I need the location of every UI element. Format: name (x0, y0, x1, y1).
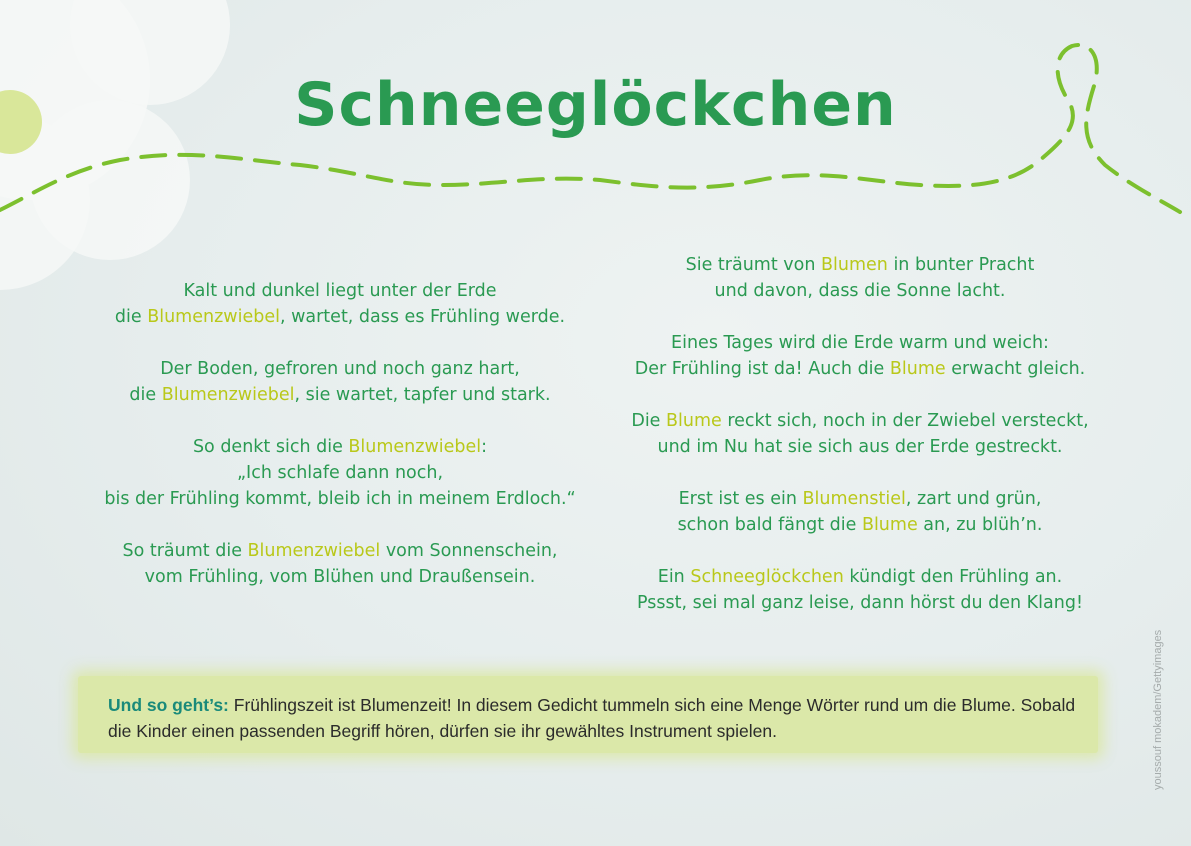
poem-stanza (600, 564, 1120, 616)
poem-stanza (600, 408, 1120, 460)
highlighted-word: Blume (861, 515, 918, 535)
poem-line (80, 304, 600, 330)
poem-line (80, 564, 600, 590)
poem-line (80, 382, 600, 408)
highlighted-word: Blumenzwiebel (147, 307, 280, 327)
poem-line (600, 278, 1120, 304)
highlighted-word: Schneeglöckchen (690, 567, 844, 587)
poem-text: erwacht gleich. (945, 359, 1086, 379)
poem-line (600, 564, 1120, 590)
poem-text: reckt sich, noch in der Zwiebel versteckt, (721, 411, 1089, 431)
poem-text: vom Frühling, vom Blühen und Draußensein. (144, 567, 536, 587)
poem-text: So träumt die (122, 541, 248, 561)
instructions-label: Und so geht’s: (108, 695, 229, 715)
poem-line (600, 252, 1120, 278)
poem-stanza (600, 330, 1120, 382)
poem-text: die (129, 385, 162, 405)
poem-left-column (80, 278, 600, 616)
highlighted-word: Blumenzwiebel (161, 385, 295, 405)
poem-text: an, zu blüh’n. (917, 515, 1043, 535)
poem-text: , sie wartet, tapfer und stark. (294, 385, 551, 405)
instructions-body: Frühlingszeit ist Blumenzeit! In diesem Gedicht tummeln sich eine Menge Wörter rund um die Blume. Sobald die Kinder einen passenden Begriff hören, dürfen sie ihr gewähltes Instrument spielen. (108, 695, 1076, 741)
poem-stanza (600, 252, 1120, 304)
poem-text: kündigt den Frühling an. (843, 567, 1063, 587)
poem-text: schon bald fängt die (677, 515, 862, 535)
poem-text: Die (631, 411, 667, 431)
poem-line (80, 356, 600, 382)
poem-text: Der Frühling ist da! Auch die (634, 359, 890, 379)
flower-shape (0, 0, 230, 290)
highlighted-word: Blume (889, 359, 946, 379)
highlighted-word: Blumenzwiebel (247, 541, 381, 561)
poem-text: Sie träumt von (685, 255, 821, 275)
photo-credit: youssouf mokadem/Gettyimages (1152, 629, 1164, 790)
poem-text: und davon, dass die Sonne lacht. (714, 281, 1006, 301)
poem-line (80, 460, 600, 486)
poem-text: die (114, 307, 148, 327)
poem-line (600, 486, 1120, 512)
poem-stanza (80, 278, 600, 330)
poem-line (600, 434, 1120, 460)
poem-line (600, 590, 1120, 616)
poem-line (600, 512, 1120, 538)
poem-text: in bunter Pracht (887, 255, 1035, 275)
poem-stanza (80, 356, 600, 408)
poem-text: So denkt sich die (192, 437, 349, 457)
poem-text: Erst ist es ein (678, 489, 803, 509)
poem-text: Ein (657, 567, 691, 587)
page-title: Schneeglöckchen (294, 70, 897, 140)
poem-text: vom Sonnenschein, (380, 541, 558, 561)
poem-text: „Ich schlafe dann noch, (236, 463, 444, 483)
poem-text: bis der Frühling kommt, bleib ich in meinem Erdloch.“ (104, 489, 576, 509)
poem-stanza (80, 434, 600, 512)
highlighted-word: Blumenstiel (802, 489, 906, 509)
highlighted-word: Blume (666, 411, 722, 431)
highlighted-word: Blumen (821, 255, 888, 275)
poem-text: Kalt und dunkel liegt unter der Erde (183, 281, 497, 301)
poem-right-column (600, 252, 1120, 642)
poem-line (600, 330, 1120, 356)
poem-line (600, 356, 1120, 382)
poem-text: Der Boden, gefroren und noch ganz hart, (160, 359, 520, 379)
poem-text: Eines Tages wird die Erde warm und weich: (671, 333, 1049, 353)
poem-text: , zart und grün, (905, 489, 1042, 509)
poem-stanza (80, 538, 600, 590)
highlighted-word: Blumenzwiebel (348, 437, 482, 457)
poem-line (80, 538, 600, 564)
poem-line (80, 278, 600, 304)
poem-text: , wartet, dass es Frühling werde. (279, 307, 566, 327)
poem-text: und im Nu hat sie sich aus der Erde gestreckt. (657, 437, 1063, 457)
poem-text: : (481, 437, 488, 457)
poem-line (80, 434, 600, 460)
poem-stanza (600, 486, 1120, 538)
instructions-box (78, 676, 1098, 753)
poem-line (600, 408, 1120, 434)
instructions-text (108, 692, 1088, 744)
poem-text: Pssst, sei mal ganz leise, dann hörst du den Klang! (637, 593, 1083, 613)
poem-line (80, 486, 600, 512)
